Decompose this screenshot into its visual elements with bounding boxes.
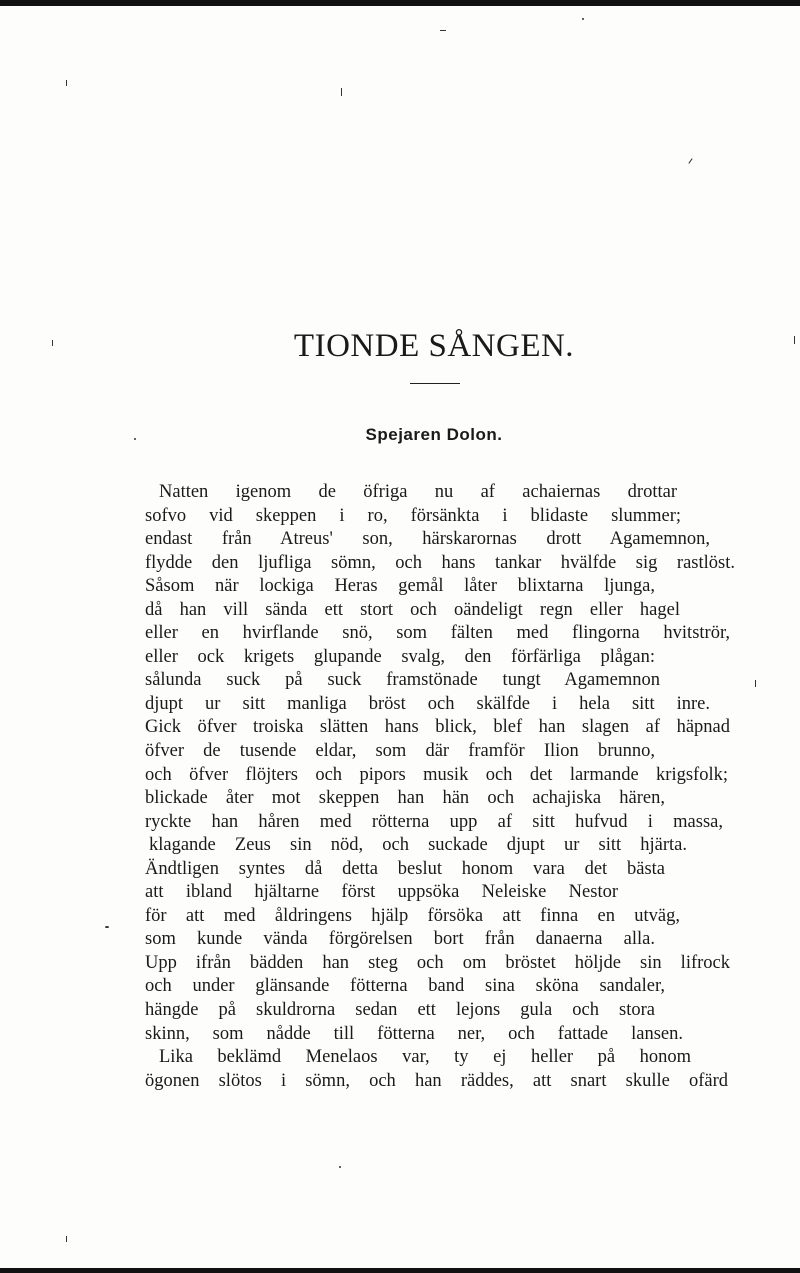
scan-speck (794, 336, 795, 344)
verse-line: och under glänsande fötterna band sina sköna sandaler, (145, 976, 665, 997)
scan-speck (440, 30, 446, 31)
scan-speck (341, 88, 342, 96)
scan-speck (52, 340, 53, 346)
verse-line: endast från Atreus' son, härskarornas drott Agamemnon, (145, 529, 710, 550)
scan-speck (755, 680, 756, 687)
verse-line: eller en hvirflande snö, som fälten med flingorna hvitströr, (145, 623, 730, 644)
verse-line: som kunde vända förgörelsen bort från danaerna alla. (145, 929, 655, 950)
verse-line: sofvo vid skeppen i ro, försänkta i blidaste slummer; (145, 505, 681, 526)
scan-speck (134, 438, 136, 440)
verse-line: klagande Zeus sin nöd, och suckade djupt ur sitt hjärta. (149, 835, 687, 856)
verse-line: sålunda suck på suck framstönade tungt Agamemnon (145, 670, 660, 691)
verse-line: eller ock krigets glupande svalg, den förfärliga plågan: (145, 646, 655, 667)
scan-speck (582, 18, 584, 20)
chapter-subtitle: Spejaren Dolon. (365, 425, 503, 444)
title-divider (410, 383, 460, 384)
scan-speck (688, 158, 692, 163)
verse-line: djupt ur sitt manliga bröst och skälfde i hela sitt inre. (145, 693, 710, 714)
verse-line: Lika beklämd Menelaos var, ty ej heller på honom (159, 1047, 691, 1068)
verse-line: ryckte han håren med rötterna upp af sitt hufvud i massa, (145, 811, 723, 832)
verse-line: för att med åldringens hjälp försöka att finna en utväg, (145, 905, 680, 926)
verse-line: ögonen slötos i sömn, och han räddes, att snart skulle ofärd (145, 1070, 728, 1091)
scan-speck (66, 1236, 67, 1242)
scan-border-bottom (0, 1268, 800, 1273)
verse-line: blickade åter mot skeppen han hän och achajiska hären, (145, 788, 665, 809)
scan-speck (105, 926, 109, 928)
verse-line: Såsom när lockiga Heras gemål låter blixtarna ljunga, (145, 576, 655, 597)
chapter-title: TIONDE SÅNGEN. (293, 328, 575, 364)
verse-line: Gick öfver troiska slätten hans blick, blef han slagen af häpnad (145, 717, 730, 738)
scan-border-top (0, 0, 800, 6)
verse-line: Ändtligen syntes då detta beslut honom vara det bästa (145, 858, 665, 879)
scan-speck (66, 80, 67, 86)
verse-line: öfver de tusende eldar, som där framför Ilion brunno, (145, 741, 655, 762)
verse-line: flydde den ljufliga sömn, och hans tankar hvälfde sig rastlöst. (145, 552, 735, 573)
verse-line: och öfver flöjters och pipors musik och det larmande krigsfolk; (145, 764, 728, 785)
verse-line: Natten igenom de öfriga nu af achaiernas drottar (159, 482, 677, 502)
scan-speck (339, 1166, 341, 1168)
verse-text (145, 481, 735, 1093)
verse-line: hängde på skuldrorna sedan ett lejons gula och stora (145, 1000, 655, 1021)
verse-line: då han vill sända ett stort och oändeligt regn eller hagel (145, 599, 680, 620)
verse-line: Upp ifrån bädden han steg och om bröstet höljde sin lifrock (145, 952, 730, 973)
verse-line: att ibland hjältarne först uppsöka Neleiske Nestor (145, 882, 618, 903)
verse-line: skinn, som nådde till fötterna ner, och fattade lansen. (145, 1023, 683, 1044)
